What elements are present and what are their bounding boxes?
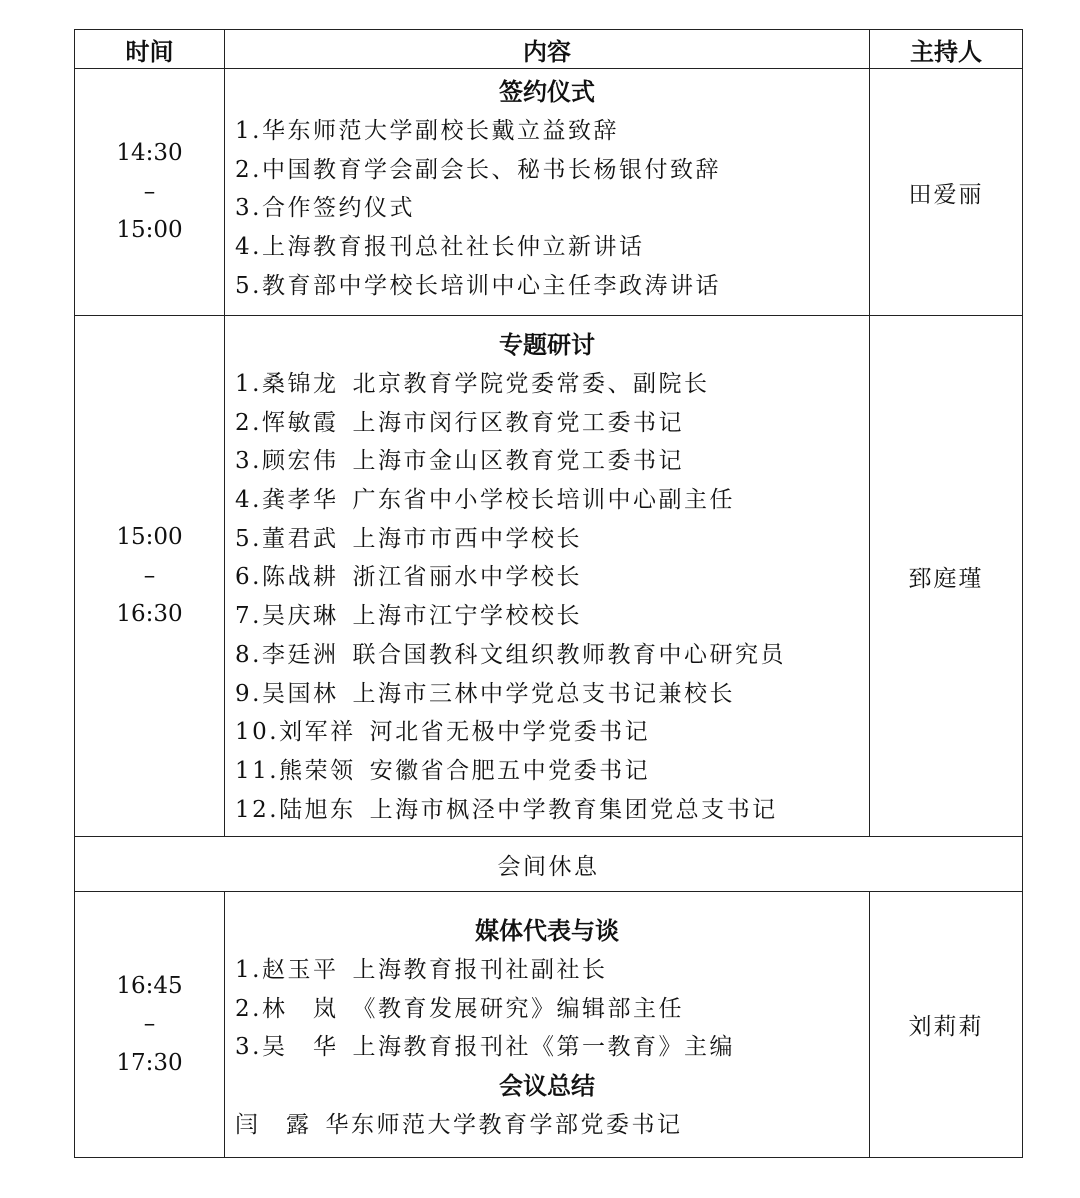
speaker-role: 广东省中小学校长培训中心副主任 [352,487,735,514]
list-item [235,442,869,481]
speaker-role: 上海教育报刊社副社长 [352,957,608,983]
speaker-name: 9.吴国林 [235,680,339,707]
speaker-name: 2.恽敏霞 [235,409,339,436]
time-dash: – [143,178,156,205]
speaker-name: 8.李廷洲 [235,641,339,668]
host-cell: 郅庭瑾 [870,316,1023,837]
time-start: 15:00 [116,524,183,551]
speaker-name: 12.陆旭东 [235,796,356,823]
header-row [75,30,1023,69]
speaker-role: 联合国教科文组织教师教育中心研究员 [352,641,786,668]
list-item: 4.上海教育报刊总社社长仲立新讲话 [235,234,645,261]
header-host: 主持人 [870,30,1023,69]
speaker-name: 6.陈战耕 [235,564,339,591]
speaker-name: 1.赵玉平 [235,957,339,983]
list-item [235,365,869,404]
list-item [235,675,869,714]
speaker-name: 1.桑锦龙 [235,371,339,397]
speaker-role: 安徽省合肥五中党委书记 [369,757,651,784]
speaker-role: 上海市三林中学党总支书记兼校长 [352,680,735,707]
time-dash: – [143,562,156,589]
list-item [235,990,869,1029]
speaker-role: 上海教育报刊社《第一教育》主编 [352,1034,735,1061]
time-start: 16:45 [116,972,183,999]
list-item: 5.教育部中学校长培训中心主任李政涛讲话 [235,272,721,299]
content-cell [225,316,870,837]
summary-title: 会议总结 [499,1072,595,1101]
speaker-role: 上海市市西中学校长 [352,525,582,552]
list-item [235,791,869,830]
list-item [235,558,869,597]
summary-item [235,1106,869,1145]
list-item [235,713,869,752]
time-dash: – [143,1011,156,1038]
speaker-name: 3.吴 华 [235,1034,339,1061]
header-content: 内容 [225,30,870,69]
list-item [235,636,869,675]
host-cell: 刘莉莉 [870,892,1023,1158]
speaker-role: 上海市金山区教育党工委书记 [352,448,684,475]
list-item: 1.华东师范大学副校长戴立益致辞 [235,118,619,144]
speaker-name: 7.吴庆琳 [235,603,339,630]
time-start: 14:30 [116,140,183,167]
time-cell [75,316,225,837]
host-cell: 田爱丽 [870,69,1023,316]
speaker-role: 上海市枫泾中学教育集团党总支书记 [369,796,778,823]
break-label: 会间休息 [75,837,1023,892]
time-end: 17:30 [116,1049,183,1076]
content-cell [225,892,870,1158]
speaker-role: 河北省无极中学党委书记 [369,719,651,746]
header-time: 时间 [75,30,225,69]
section-title: 签约仪式 [499,78,595,106]
speaker-role: 华东师范大学教育学部党委书记 [325,1112,683,1139]
session-row-signing [75,69,1023,316]
list-item [235,404,869,443]
break-row [75,837,1023,892]
session-row-media [75,892,1023,1158]
speaker-name: 4.龚孝华 [235,487,339,514]
time-cell [75,892,225,1158]
schedule-table [74,29,1023,1158]
list-item [235,951,869,990]
section-title: 媒体代表与谈 [475,917,619,945]
time-end: 16:30 [116,601,183,628]
speaker-role: 上海市江宁学校校长 [352,603,582,630]
speaker-name: 闫 露 [235,1112,312,1139]
list-item: 2.中国教育学会副会长、秘书长杨银付致辞 [235,156,721,183]
time-cell [75,69,225,316]
section-title: 专题研讨 [499,331,595,359]
speaker-name: 5.董君武 [235,525,339,552]
content-cell [225,69,870,316]
list-item [235,1028,869,1067]
speaker-role: 北京教育学院党委常委、副院长 [352,371,710,397]
speaker-role: 浙江省丽水中学校长 [352,564,582,591]
speaker-name: 11.熊荣领 [235,757,356,784]
list-item [235,597,869,636]
session-row-seminar [75,316,1023,837]
time-end: 15:00 [116,217,183,244]
speaker-role: 上海市闵行区教育党工委书记 [352,409,684,436]
list-item [235,752,869,791]
speaker-name: 2.林 岚 [235,995,339,1022]
list-item [235,520,869,559]
list-item [235,481,869,520]
speaker-name: 3.顾宏伟 [235,448,339,475]
list-item: 3.合作签约仪式 [235,195,415,222]
speaker-role: 《教育发展研究》编辑部主任 [352,995,684,1022]
speaker-name: 10.刘军祥 [235,719,356,746]
